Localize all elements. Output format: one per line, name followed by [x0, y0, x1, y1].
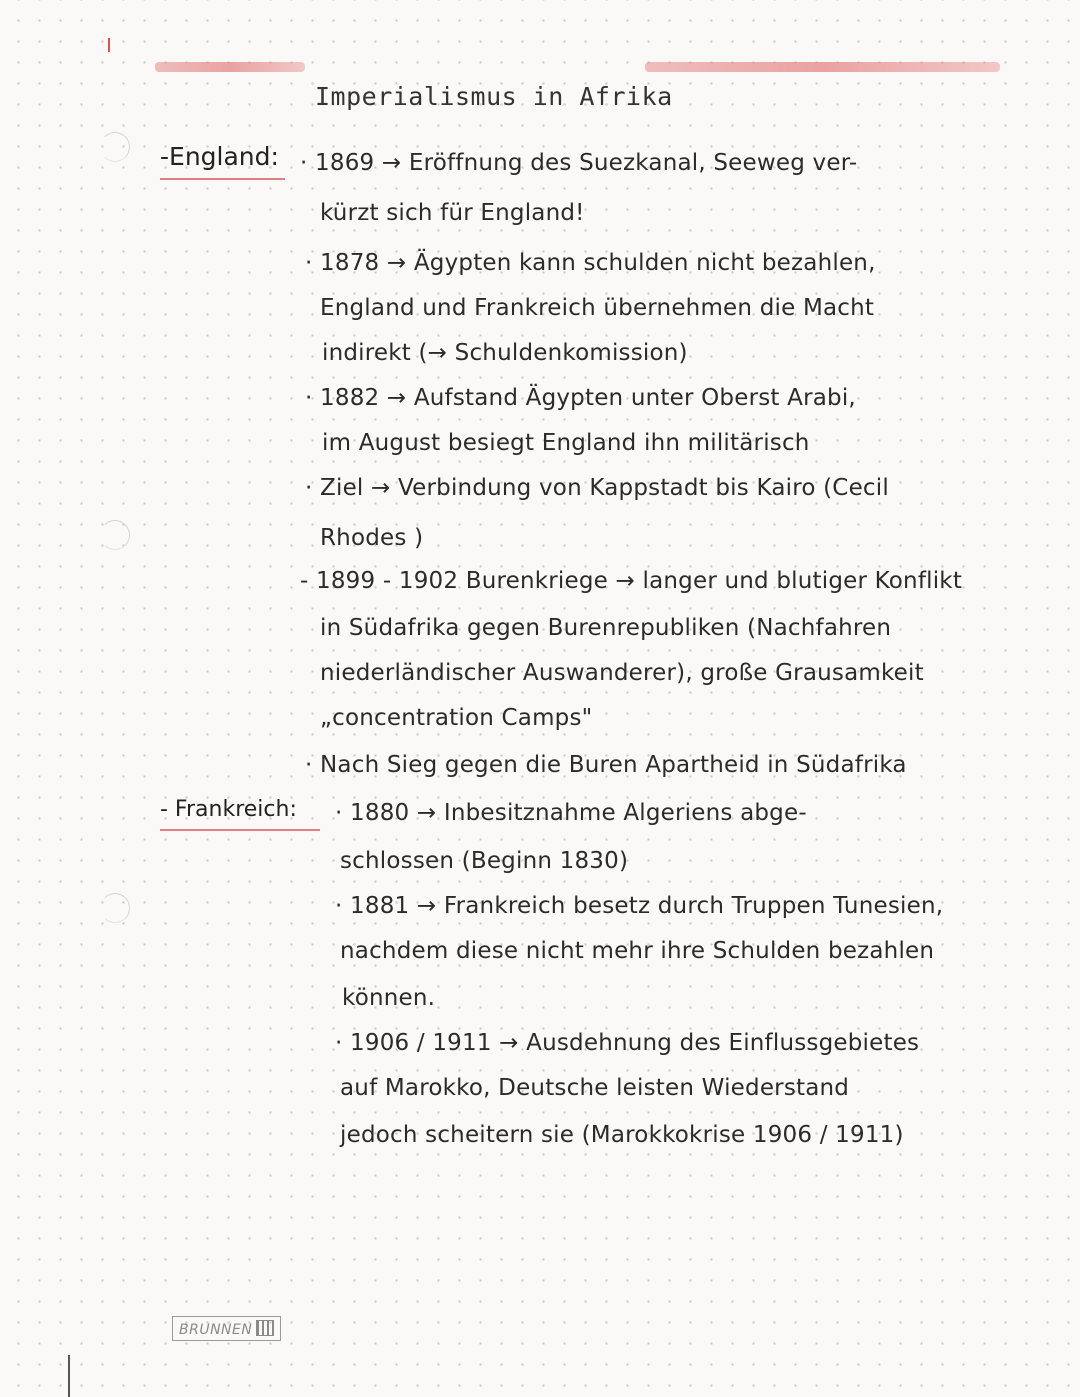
england-line-2: kürzt sich für England!: [320, 200, 585, 226]
england-line-11: in Südafrika gegen Burenrepubliken (Nachfahren: [320, 615, 892, 641]
frankreich-line-2: schlossen (Beginn 1830): [340, 848, 629, 874]
page-title: Imperialismus in Afrika: [315, 82, 673, 111]
binder-hole-top: [100, 132, 130, 162]
england-line-10: - 1899 - 1902 Burenkriege → langer und blutiger Konflikt: [300, 568, 963, 594]
frankreich-line-3: · 1881 → Frankreich besetz durch Truppen Tunesien,: [335, 893, 944, 919]
title-highlight-left: [155, 62, 305, 72]
england-line-4: England und Frankreich übernehmen die Macht: [320, 295, 875, 321]
england-line-1: · 1869 → Eröffnung des Suezkanal, Seeweg ver-: [300, 150, 858, 176]
brand-mark-icon: [256, 1320, 274, 1336]
frankreich-line-8: jedoch scheitern sie (Marokkokrise 1906 / 1911): [340, 1122, 904, 1148]
frankreich-line-5: können.: [342, 985, 436, 1011]
brand-logo-text: BRUNNEN: [179, 1322, 253, 1338]
england-line-5: indirekt (→ Schuldenkomission): [322, 340, 688, 366]
frankreich-line-4: nachdem diese nicht mehr ihre Schulden bezahlen: [340, 938, 935, 964]
margin-tick: [108, 38, 110, 52]
binder-hole-middle: [100, 520, 130, 550]
england-line-6: · 1882 → Aufstand Ägypten unter Oberst Arabi,: [305, 385, 856, 411]
frankreich-line-7: auf Marokko, Deutsche leisten Wiederstand: [340, 1075, 850, 1101]
section-underline-frankreich: [160, 829, 320, 831]
england-line-13: „concentration Camps": [320, 705, 593, 731]
section-underline-england: [160, 178, 285, 180]
section-label-england: -England:: [160, 142, 279, 171]
england-line-9: Rhodes ): [320, 525, 424, 551]
frankreich-line-1: · 1880 → Inbesitznahme Algeriens abge-: [335, 800, 807, 826]
section-label-frankreich: - Frankreich:: [160, 797, 297, 822]
england-line-7: im August besiegt England ihn militärisch: [322, 430, 810, 456]
england-line-3: · 1878 → Ägypten kann schulden nicht bezahlen,: [305, 250, 876, 276]
england-line-12: niederländischer Auswanderer), große Grausamkeit: [320, 660, 924, 686]
brand-logo: [172, 1316, 281, 1341]
england-line-8: · Ziel → Verbindung von Kappstadt bis Kairo (Cecil: [305, 475, 889, 501]
england-line-14: · Nach Sieg gegen die Buren Apartheid in Südafrika: [305, 752, 907, 778]
title-highlight-right: [645, 62, 1000, 72]
frankreich-line-6: · 1906 / 1911 → Ausdehnung des Einflussgebietes: [335, 1030, 920, 1056]
page-edge-mark: [68, 1355, 70, 1397]
binder-hole-lower: [100, 893, 130, 923]
